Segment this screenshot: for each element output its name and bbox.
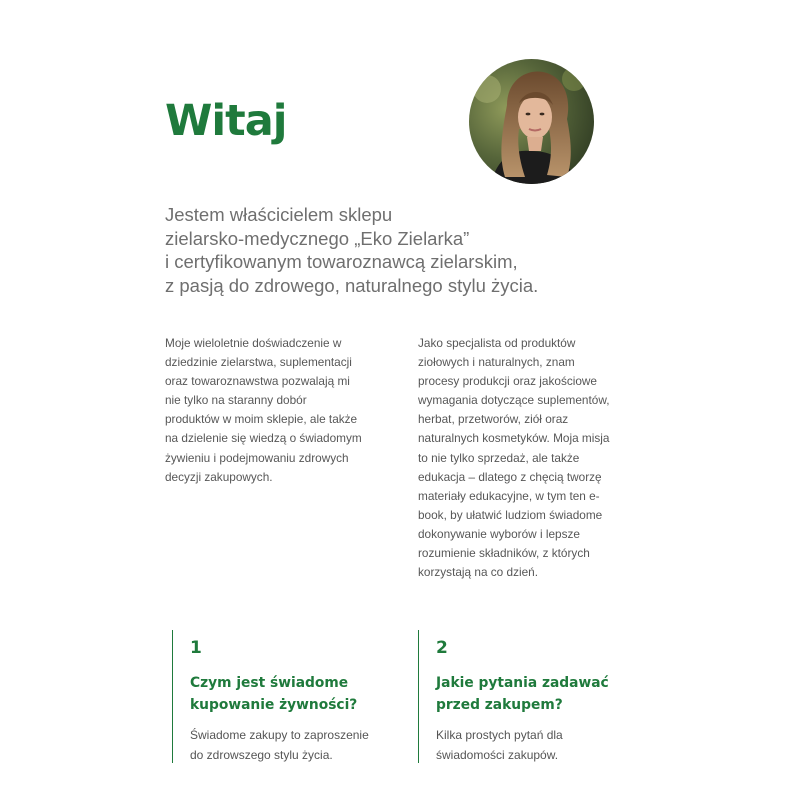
paragraph-line: żywieniu i podejmowaniu zdrowych xyxy=(165,450,349,465)
paragraph-line: herbat, przetworów, ziół oraz xyxy=(418,412,569,427)
chapter-description-line: Świadome zakupy to zaproszenie xyxy=(190,728,369,742)
intro-line: Jestem właścicielem sklepu xyxy=(165,204,393,225)
chapter-description xyxy=(190,726,400,765)
chapter-description-line: świadomości zakupów. xyxy=(436,747,559,762)
chapter-card-2 xyxy=(418,630,646,763)
paragraph-line: naturalnych kosmetyków. Moja misja xyxy=(418,431,610,446)
chapter-description-line: Kilka prostych pytań dla xyxy=(436,728,563,742)
experience-paragraph xyxy=(165,334,380,487)
paragraph-line: wymagania dotyczące suplementów, xyxy=(418,393,610,408)
chapter-number: 1 xyxy=(190,638,202,658)
chapter-card-1 xyxy=(172,630,400,763)
chapter-description xyxy=(436,726,646,765)
paragraph-line: nie tylko na staranny dobór xyxy=(165,393,307,408)
chapter-number: 2 xyxy=(436,638,448,658)
intro-line: zielarsko-medycznego „Eko Zielarka” xyxy=(165,227,470,249)
chapter-description-line: do zdrowszego stylu życia. xyxy=(190,747,333,762)
chapter-title-line: przed zakupem? xyxy=(436,697,563,713)
intro-line: i certyfikowanym towaroznawcą zielarskim, xyxy=(165,251,518,272)
paragraph-line: korzystają na co dzień. xyxy=(418,565,538,580)
chapter-title-line: Jakie pytania zadawać xyxy=(436,675,609,691)
paragraph-line: oraz towaroznawstwa pozwalają mi xyxy=(165,374,350,389)
paragraph-line: rozumienie składników, z których xyxy=(418,546,590,561)
paragraph-line: edukacja – dlatego z chęcią tworzę xyxy=(418,469,602,484)
paragraph-line: dziedzinie zielarstwa, suplementacji xyxy=(165,355,352,370)
page-title: Witaj xyxy=(165,96,287,146)
author-avatar xyxy=(469,59,594,184)
chapter-title xyxy=(436,672,646,716)
paragraph-line: Jako specjalista od produktów xyxy=(418,336,576,350)
paragraph-line: book, by ułatwić ludziom świadome xyxy=(418,507,603,522)
portrait-photo-icon xyxy=(469,59,594,184)
paragraph-line: to nie tylko sprzedaż, ale także xyxy=(418,450,580,465)
paragraph-line: produktów w moim sklepie, ale także xyxy=(165,412,358,427)
intro-paragraph xyxy=(165,203,605,297)
paragraph-line: dokonywanie wyborów i lepsze xyxy=(418,526,580,541)
chapter-title-line: Czym jest świadome xyxy=(190,675,349,691)
chapter-title xyxy=(190,672,400,716)
paragraph-line: na dzielenie się wiedzą o świadomym xyxy=(165,431,362,446)
paragraph-line: procesy produkcji oraz jakościowe xyxy=(418,374,597,389)
paragraph-line: decyzji zakupowych. xyxy=(165,469,273,484)
chapter-title-line: kupowanie żywności? xyxy=(190,697,358,713)
paragraph-line: ziołowych i naturalnych, znam xyxy=(418,355,575,370)
paragraph-line: Moje wieloletnie doświadczenie w xyxy=(165,336,342,350)
mission-paragraph xyxy=(418,334,633,582)
paragraph-line: materiały edukacyjne, w tym ten e- xyxy=(418,488,600,503)
intro-line: z pasją do zdrowego, naturalnego stylu życia. xyxy=(165,274,539,296)
